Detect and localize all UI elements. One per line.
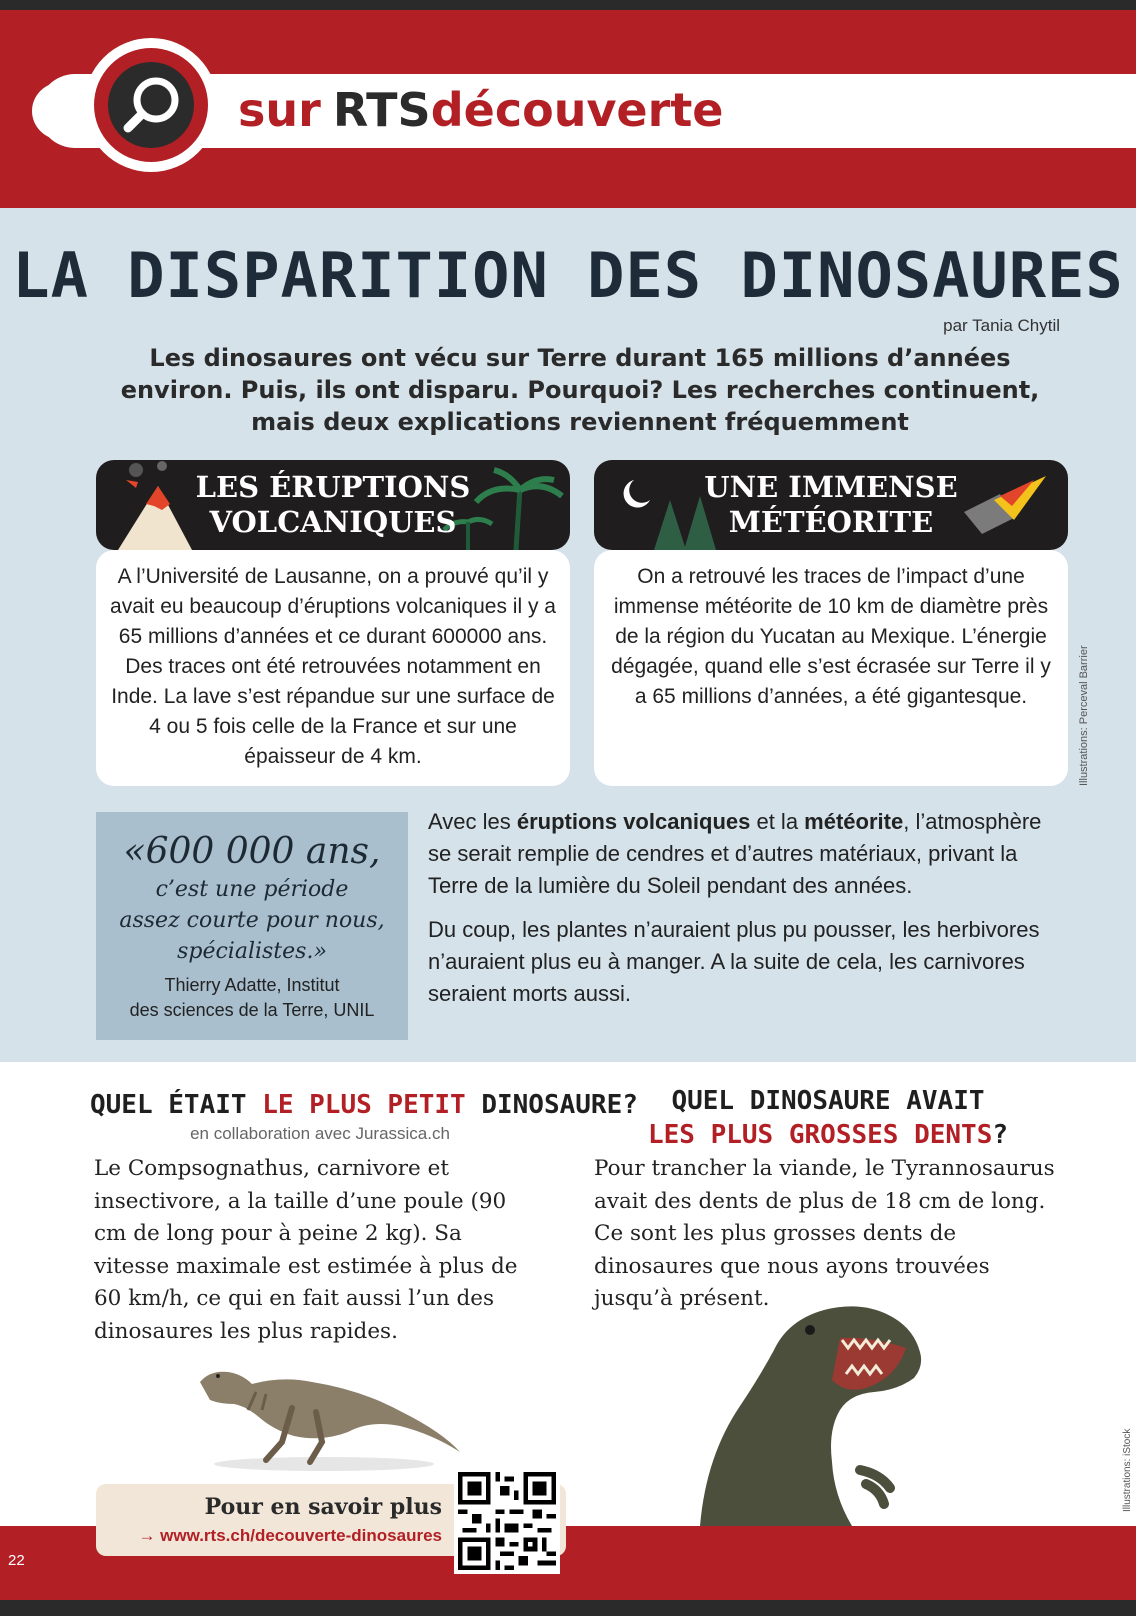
eruptions-title-line1: LES ÉRUPTIONS <box>195 470 471 504</box>
meteorite-header <box>594 460 1068 550</box>
brand-title <box>238 78 724 142</box>
smallest-text: Le Compsognathus, carnivore et insectivore, a la taille d’une poule (90 cm de long pour à peine 2 kg). Sa vitesse maximale est estimée à plus de 60 km/h, ce qui en fait aussi l’un des dinosaures les plus rapides. <box>94 1156 518 1344</box>
smallest-heading-b: LE PLUS PETIT <box>262 1090 466 1120</box>
quote-author <box>96 973 408 1023</box>
p1-part: et la <box>750 809 805 834</box>
brand-rts: RTS <box>332 83 431 137</box>
quote-author-line2: des sciences de la Terre, UNIL <box>129 1000 375 1020</box>
quote-box <box>96 812 408 1040</box>
quote-line2: assez courte pour nous, <box>119 908 385 933</box>
teeth-heading <box>588 1084 1068 1152</box>
meteorite-title-line1: UNE IMMENSE <box>704 470 958 504</box>
teeth-heading-c: ? <box>992 1120 1009 1150</box>
meteorite-title-line2: MÉTÉORITE <box>728 505 934 539</box>
p1-part: , l’atmosphère se serait remplie de cendres et d’autres matériaux, privant la Terre de la lumière du Soleil pendant des années. <box>428 809 1042 898</box>
teeth-heading-b: LES PLUS GROSSES DENTS <box>647 1120 993 1150</box>
main-text <box>428 806 1068 1022</box>
article-intro: Les dinosaures ont vécu sur Terre durant 165 millions d’années environ. Puis, ils ont disparu. Pourquoi? Les recherches continuent, mais deux explications reviennent fréquemment <box>120 344 1040 436</box>
p1-bold-eruptions: éruptions volcaniques <box>516 809 751 834</box>
brand-decouverte: découverte <box>430 83 724 137</box>
quote-headline: «600 000 ans, <box>123 831 381 872</box>
collaboration-note: en collaboration avec Jurassica.ch <box>190 1124 450 1143</box>
top-strip <box>0 0 1136 10</box>
teeth-text: Pour trancher la viande, le Tyrannosaurus avait des dents de plus de 18 cm de long. Ce sont les plus grosses dents de dinosaures que nous ayons trouvées jusqu’à présent. <box>594 1156 1055 1311</box>
illustrations-credit: Illustrations: Perceval Barrier <box>1078 645 1090 786</box>
p1-bold-meteorite: météorite <box>804 809 904 834</box>
byline: par Tania Chytil <box>943 316 1060 335</box>
bottom-strip <box>0 1600 1136 1616</box>
eruptions-title <box>96 470 570 540</box>
smallest-heading <box>90 1088 638 1122</box>
p1-part: Avec les <box>428 809 517 834</box>
main-paragraph-2: Du coup, les plantes n’auraient plus pu pousser, les herbivores n’auraient plus eu à manger. A la suite de cela, les carnivores seraient morts aussi. <box>428 917 1040 1006</box>
article-title: LA DISPARITION DES DINOSAURES <box>12 239 1124 312</box>
quote-line3: spécialistes.» <box>177 939 327 964</box>
smallest-heading-c: DINOSAURE? <box>465 1090 638 1120</box>
quote-author-line1: Thierry Adatte, Institut <box>164 975 340 995</box>
main-paragraph-1 <box>428 806 1068 902</box>
eruptions-text: A l’Université de Lausanne, on a prouvé qu’il y avait eu beaucoup d’éruptions volcaniques il y a 65 millions d’années et ce durant 600000 ans. Des traces ont été retrouvées notamment en Inde. La lave s’est répandue sur une surface de 4 ou 5 fois celle de la France et sur une épaisseur de 4 km. <box>96 550 570 786</box>
page-number: 22 <box>8 1552 25 1569</box>
qr-code-icon <box>458 1472 556 1570</box>
magnifier-icon <box>108 62 194 148</box>
smallest-heading-a: QUEL ÉTAIT <box>90 1090 263 1120</box>
compsognathus-image <box>196 1356 466 1472</box>
istock-credit: Illustrations: iStock <box>1122 1428 1133 1512</box>
qr-code[interactable] <box>454 1468 560 1574</box>
teeth-heading-a: QUEL DINOSAURE AVAIT <box>671 1086 985 1116</box>
quote-line1: c’est une période <box>155 877 349 902</box>
eruptions-title-line2: VOLCANIQUES <box>209 505 457 539</box>
eruptions-header <box>96 460 570 550</box>
more-info-link[interactable]: → www.rts.ch/decouverte-dinosaures <box>138 1526 442 1545</box>
meteorite-text: On a retrouvé les traces de l’impact d’une immense météorite de 10 km de diamètre près de la région du Yucatan au Mexique. L’énergie dégagée, quand elle s’est écrasée sur Terre il y a 65 millions d’années, a été gigantesque. <box>594 550 1068 786</box>
more-info-title: Pour en savoir plus <box>204 1494 442 1520</box>
brand-sur: sur <box>238 83 321 137</box>
meteorite-title <box>594 470 1068 540</box>
tyrannosaurus-image <box>690 1290 940 1526</box>
